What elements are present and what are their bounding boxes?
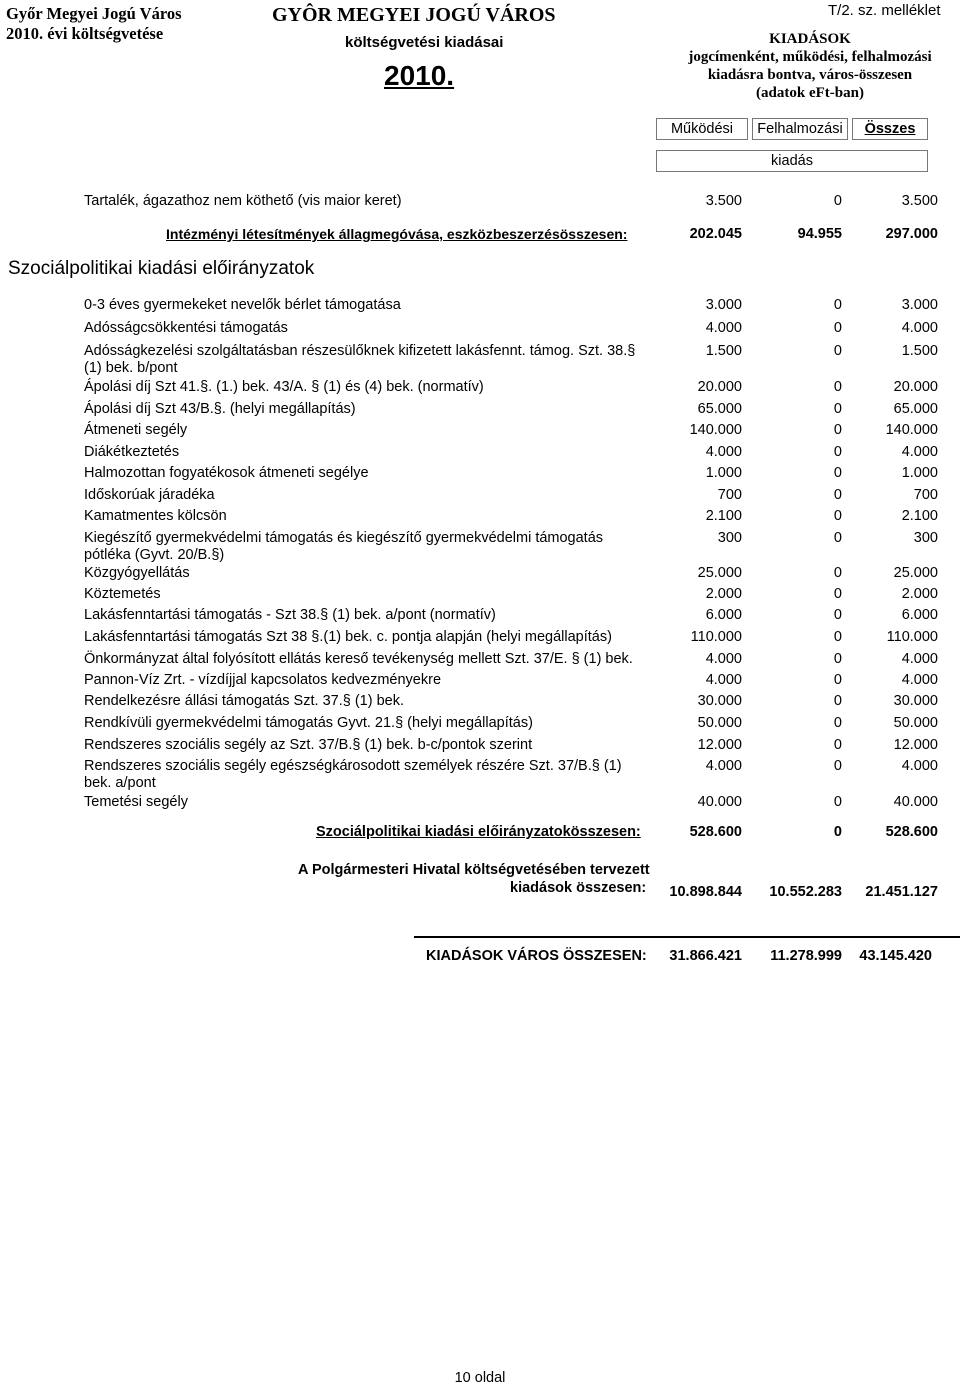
row-total: 4.000 bbox=[901, 444, 938, 460]
row-operating: 1.000 bbox=[705, 465, 742, 481]
row-operating: 4.000 bbox=[705, 320, 742, 336]
row-operating: 4.000 bbox=[705, 672, 742, 688]
row-operating: 2.100 bbox=[705, 508, 742, 524]
subtotal-operating: 528.600 bbox=[689, 824, 742, 840]
description-line-2: jogcímenként, működési, felhalmozási bbox=[688, 49, 932, 65]
row-label: Lakásfenntartási támogatás Szt 38 §.(1) bek. c. pontja alapján (helyi megállapítás) bbox=[84, 629, 612, 645]
row-label: Adósságkezelési szolgáltatásban részesülőknek kifizetett lakásfennt. támog. Szt. 38.§ (1) bek. b/pont bbox=[84, 343, 636, 376]
row-label: Halmozottan fogyatékosok átmeneti segélye bbox=[84, 465, 369, 481]
row-operating: 4.000 bbox=[705, 444, 742, 460]
row-label: Átmeneti segély bbox=[84, 422, 188, 438]
row-capital: 0 bbox=[833, 629, 842, 645]
subtotal-label: Szociálpolitikai kiadási előirányzatokösszesen: bbox=[316, 824, 641, 840]
row-label: Temetési segély bbox=[84, 794, 188, 810]
page-subtitle: költségvetési kiadásai bbox=[345, 34, 504, 51]
subtotal-total: 297.000 bbox=[885, 226, 938, 242]
row-total: 4.000 bbox=[901, 758, 938, 774]
row-total: 140.000 bbox=[885, 422, 938, 438]
row-operating: 25.000 bbox=[697, 565, 742, 581]
page-year: 2010. bbox=[384, 60, 455, 91]
row-label: Lakásfenntartási támogatás - Szt 38.§ (1) bek. a/pont (normatív) bbox=[84, 607, 496, 623]
subtotal-operating: 202.045 bbox=[689, 226, 742, 242]
divider bbox=[414, 936, 960, 938]
row-capital: 0 bbox=[833, 444, 842, 460]
row-total: 110.000 bbox=[886, 629, 938, 645]
row-operating: 12.000 bbox=[697, 737, 742, 753]
row-capital: 0 bbox=[833, 193, 842, 209]
page-number: 10 oldal bbox=[454, 1370, 506, 1386]
row-capital: 0 bbox=[833, 586, 842, 602]
row-total: 2.000 bbox=[901, 586, 938, 602]
row-operating: 110.000 bbox=[690, 629, 742, 645]
description-line-4: (adatok eFt-ban) bbox=[756, 85, 864, 101]
row-label: Közgyógyellátás bbox=[84, 565, 190, 581]
row-total: 2.100 bbox=[901, 508, 938, 524]
row-capital: 0 bbox=[833, 465, 842, 481]
row-label: Kamatmentes kölcsön bbox=[84, 508, 227, 524]
row-operating: 40.000 bbox=[697, 794, 742, 810]
total-label-line-2: kiadások összesen: bbox=[510, 880, 647, 896]
row-capital: 0 bbox=[833, 737, 842, 753]
row-capital: 0 bbox=[833, 508, 842, 524]
row-total: 1.000 bbox=[901, 465, 938, 481]
row-capital: 0 bbox=[833, 530, 842, 546]
row-total: 700 bbox=[913, 487, 938, 503]
row-total: 12.000 bbox=[893, 737, 938, 753]
row-capital: 0 bbox=[833, 651, 842, 667]
row-capital: 0 bbox=[833, 379, 842, 395]
row-operating: 2.000 bbox=[705, 586, 742, 602]
row-label: Pannon-Víz Zrt. - vízdíjjal kapcsolatos kedvezményekre bbox=[84, 672, 442, 688]
row-label: 0-3 éves gyermekeket nevelők bérlet támogatása bbox=[84, 297, 401, 313]
row-label: Diákétkeztetés bbox=[84, 444, 180, 460]
row-capital: 0 bbox=[833, 794, 842, 810]
row-capital: 0 bbox=[833, 343, 842, 359]
row-operating: 140.000 bbox=[689, 422, 742, 438]
row-label: Köztemetés bbox=[84, 586, 161, 602]
city-total-total: 43.145.420 bbox=[859, 948, 932, 964]
description-line-1: KIADÁSOK bbox=[769, 31, 851, 47]
row-capital: 0 bbox=[833, 672, 842, 688]
row-operating: 3.500 bbox=[705, 193, 742, 209]
row-total: 3.500 bbox=[901, 193, 938, 209]
row-label: Kiegészítő gyermekvédelmi támogatás és kiegészítő gyermekvédelmi támogatás pótléka (Gyvt. 20/B.§) bbox=[84, 530, 604, 563]
row-label: Időskorúak járadéka bbox=[84, 487, 215, 503]
row-capital: 0 bbox=[833, 401, 842, 417]
row-capital: 0 bbox=[833, 715, 842, 731]
row-total: 300 bbox=[913, 530, 938, 546]
total-label-line-1: A Polgármesteri Hivatal költségvetésében tervezett bbox=[298, 862, 650, 878]
total-capital: 10.552.283 bbox=[769, 884, 842, 900]
row-capital: 0 bbox=[833, 297, 842, 313]
city-total-operating: 31.866.421 bbox=[669, 948, 742, 964]
row-operating: 3.000 bbox=[705, 297, 742, 313]
section-title: Szociálpolitikai kiadási előirányzatok bbox=[8, 258, 315, 279]
row-total: 25.000 bbox=[893, 565, 938, 581]
total-operating: 10.898.844 bbox=[669, 884, 742, 900]
row-total: 6.000 bbox=[901, 607, 938, 623]
row-label: Tartalék, ágazathoz nem köthető (vis maior keret) bbox=[84, 193, 402, 209]
row-label: Rendszeres szociális segély az Szt. 37/B.§ (1) bek. b-c/pontok szerint bbox=[84, 737, 533, 753]
row-capital: 0 bbox=[833, 320, 842, 336]
document-issuer bbox=[6, 4, 182, 44]
row-operating: 20.000 bbox=[697, 379, 742, 395]
row-label: Ápolási díj Szt 43/B.§. (helyi megállapítás) bbox=[84, 401, 356, 417]
column-subheader-expenditure: kiadás bbox=[656, 150, 928, 172]
row-operating: 300 bbox=[717, 530, 742, 546]
row-label: Rendelkezésre állási támogatás Szt. 37.§ (1) bek. bbox=[84, 693, 404, 709]
row-label: Rendszeres szociális segély egészségkárosodott személyek részére Szt. 37/B.§ (1) bek. a/pont bbox=[84, 758, 622, 791]
row-total: 4.000 bbox=[901, 651, 938, 667]
row-total: 4.000 bbox=[901, 672, 938, 688]
row-total: 3.000 bbox=[901, 297, 938, 313]
row-operating: 65.000 bbox=[697, 401, 742, 417]
row-total: 40.000 bbox=[893, 794, 938, 810]
column-header-operating: Működési bbox=[656, 118, 748, 140]
row-capital: 0 bbox=[833, 607, 842, 623]
row-operating: 4.000 bbox=[705, 758, 742, 774]
subtotal-capital: 0 bbox=[833, 824, 842, 840]
subtotal-label: Intézményi létesítmények állagmegóvása, eszközbeszerzésösszesen: bbox=[166, 226, 628, 242]
city-total-label: KIADÁSOK VÁROS ÖSSZESEN: bbox=[426, 948, 647, 964]
subtotal-capital: 94.955 bbox=[797, 226, 842, 242]
description-line-3: kiadásra bontva, város-összesen bbox=[707, 67, 913, 83]
issuer-line-1: Győr Megyei Jogú Város bbox=[6, 4, 182, 23]
column-header-total: Összes bbox=[852, 118, 928, 140]
row-total: 20.000 bbox=[893, 379, 938, 395]
annex-tag: T/2. sz. melléklet bbox=[828, 2, 941, 19]
row-operating: 1.500 bbox=[705, 343, 742, 359]
row-capital: 0 bbox=[833, 758, 842, 774]
row-total: 50.000 bbox=[893, 715, 938, 731]
row-total: 65.000 bbox=[893, 401, 938, 417]
column-header-capital: Felhalmozási bbox=[752, 118, 848, 140]
row-total: 1.500 bbox=[901, 343, 938, 359]
issuer-line-2: 2010. évi költségvetése bbox=[6, 24, 164, 43]
row-label: Adósságcsökkentési támogatás bbox=[84, 320, 288, 336]
row-operating: 4.000 bbox=[705, 651, 742, 667]
row-operating: 6.000 bbox=[705, 607, 742, 623]
subtotal-total: 528.600 bbox=[885, 824, 938, 840]
row-label: Ápolási díj Szt 41.§. (1.) bek. 43/A. § (1) és (4) bek. (normatív) bbox=[84, 379, 484, 395]
row-capital: 0 bbox=[833, 693, 842, 709]
row-total: 30.000 bbox=[893, 693, 938, 709]
table-description bbox=[660, 30, 960, 102]
total-total: 21.451.127 bbox=[865, 884, 938, 900]
row-capital: 0 bbox=[833, 487, 842, 503]
city-total-capital: 11.278.999 bbox=[770, 948, 842, 964]
row-operating: 50.000 bbox=[697, 715, 742, 731]
row-label: Önkormányzat által folyósított ellátás kereső tevékenység mellett Szt. 37/E. § (1) bek. bbox=[84, 651, 633, 667]
row-total: 4.000 bbox=[901, 320, 938, 336]
row-capital: 0 bbox=[833, 422, 842, 438]
row-label: Rendkívüli gyermekvédelmi támogatás Gyvt. 21.§ (helyi megállapítás) bbox=[84, 715, 533, 731]
row-operating: 30.000 bbox=[697, 693, 742, 709]
row-capital: 0 bbox=[833, 565, 842, 581]
row-operating: 700 bbox=[717, 487, 742, 503]
page-title: GYÔR MEGYEI JOGÚ VÁROS bbox=[272, 4, 556, 26]
